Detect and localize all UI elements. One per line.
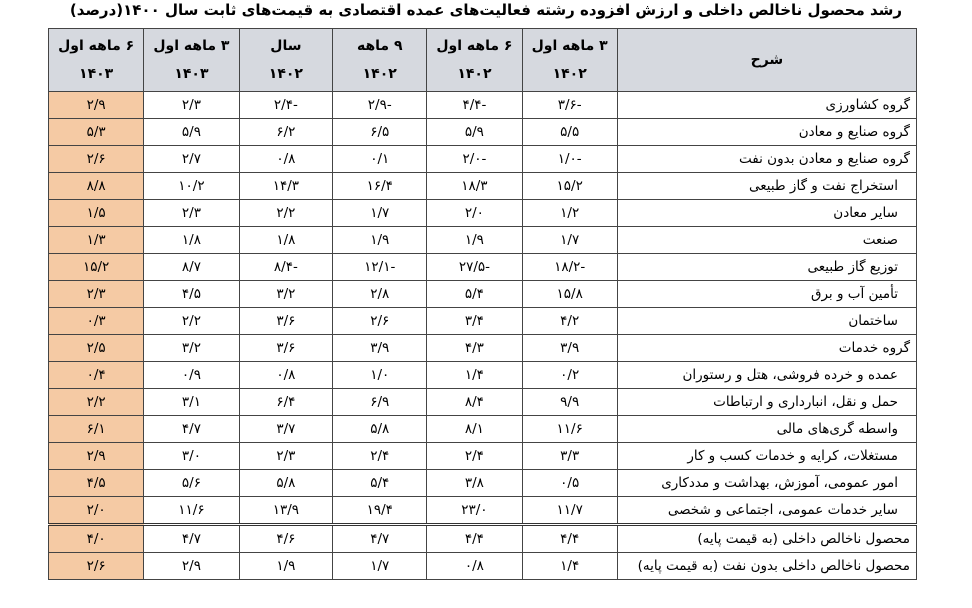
row-label: سایر معادن <box>617 200 916 227</box>
table-title: رشد محصول ناخالص داخلی و ارزش افزوده رشته فعالیت‌های عمده اقتصادی به قیمت‌های ثابت سال ۱۴۰۰(درصد) <box>69 1 903 19</box>
row-value-col-6: ۴/۰ <box>49 525 144 553</box>
row-value-col-5: ۳/۲ <box>144 335 239 362</box>
header-row <box>49 29 917 92</box>
row-label: توزیع گاز طبیعی <box>617 254 916 281</box>
row-value-col-5: ۳/۱ <box>144 389 239 416</box>
header-col-2-year: ۱۴۰۲ <box>457 66 492 82</box>
header-col-3-label: ۹ ماهه <box>356 38 403 54</box>
row-value-col-4: ۱۳/۹ <box>239 497 333 525</box>
row-value-col-4: ۱۴/۳ <box>239 173 333 200</box>
row-value-col-2: ۲۳/۰ <box>427 497 522 525</box>
row-label: گروه خدمات <box>617 335 916 362</box>
row-label: محصول ناخالص داخلی (به قیمت پایه) <box>617 525 916 553</box>
table-row <box>49 553 917 580</box>
row-value-col-5: ۲/۳ <box>144 200 239 227</box>
row-value-col-3: -۱۲/۱ <box>333 254 427 281</box>
row-value-col-1: ۳/۹ <box>522 335 617 362</box>
row-value-col-6: ۰/۴ <box>49 362 144 389</box>
table-row <box>49 389 917 416</box>
row-value-col-3: ۶/۹ <box>333 389 427 416</box>
row-value-col-4: ۳/۷ <box>239 416 333 443</box>
row-value-col-1: ۱/۷ <box>522 227 617 254</box>
row-label: گروه صنایع و معادن <box>617 119 916 146</box>
gdp-growth-table <box>48 28 917 580</box>
row-value-col-3: ۱/۷ <box>333 200 427 227</box>
row-value-col-1: ۱۱/۶ <box>522 416 617 443</box>
row-value-col-3: ۵/۴ <box>333 470 427 497</box>
row-value-col-2: ۴/۴ <box>427 525 522 553</box>
header-col-4-label: سال <box>270 38 302 54</box>
header-col-3-year: ۱۴۰۲ <box>362 66 397 82</box>
row-label: عمده و خرده فروشی، هتل و رستوران <box>617 362 916 389</box>
row-value-col-4: ۲/۲ <box>239 200 333 227</box>
row-label: گروه صنایع و معادن بدون نفت <box>617 146 916 173</box>
row-value-col-5: ۵/۹ <box>144 119 239 146</box>
row-value-col-1: -۱۸/۲ <box>522 254 617 281</box>
row-value-col-3: ۱/۰ <box>333 362 427 389</box>
row-value-col-1: ۰/۲ <box>522 362 617 389</box>
row-value-col-4: ۶/۲ <box>239 119 333 146</box>
table-row <box>49 146 917 173</box>
row-value-col-2: ۸/۱ <box>427 416 522 443</box>
row-value-col-3: ۲/۸ <box>333 281 427 308</box>
row-value-col-4: ۳/۶ <box>239 308 333 335</box>
row-label: مستغلات، کرایه و خدمات کسب و کار <box>617 443 916 470</box>
header-col-5-year: ۱۴۰۳ <box>174 66 209 82</box>
row-value-col-1: ۱۵/۸ <box>522 281 617 308</box>
row-value-col-5: ۳/۰ <box>144 443 239 470</box>
row-value-col-5: ۵/۶ <box>144 470 239 497</box>
table-row <box>49 92 917 119</box>
header-col-5 <box>144 29 239 92</box>
table-row <box>49 227 917 254</box>
row-value-col-4: ۶/۴ <box>239 389 333 416</box>
row-value-col-4: ۴/۶ <box>239 525 333 553</box>
row-value-col-3: -۲/۹ <box>333 92 427 119</box>
table-row <box>49 362 917 389</box>
row-value-col-6: ۱/۳ <box>49 227 144 254</box>
row-value-col-2: ۸/۴ <box>427 389 522 416</box>
row-value-col-3: ۱/۹ <box>333 227 427 254</box>
table-row <box>49 173 917 200</box>
header-col-3 <box>333 29 427 92</box>
row-value-col-6: ۲/۹ <box>49 443 144 470</box>
row-value-col-1: ۴/۲ <box>522 308 617 335</box>
header-description: شرح <box>617 29 916 92</box>
row-value-col-2: ۳/۴ <box>427 308 522 335</box>
table-row <box>49 525 917 553</box>
row-value-col-3: ۲/۴ <box>333 443 427 470</box>
row-value-col-5: ۱۱/۶ <box>144 497 239 525</box>
row-value-col-1: ۱۱/۷ <box>522 497 617 525</box>
row-value-col-5: ۰/۹ <box>144 362 239 389</box>
row-label: حمل و نقل، انبارداری و ارتباطات <box>617 389 916 416</box>
table-row <box>49 254 917 281</box>
row-value-col-3: ۴/۷ <box>333 525 427 553</box>
row-value-col-5: ۲/۷ <box>144 146 239 173</box>
row-value-col-4: ۱/۹ <box>239 553 333 580</box>
header-col-4 <box>239 29 333 92</box>
row-value-col-6: ۶/۱ <box>49 416 144 443</box>
row-label: سایر خدمات عمومی، اجتماعی و شخصی <box>617 497 916 525</box>
row-value-col-4: ۳/۶ <box>239 335 333 362</box>
row-value-col-2: ۰/۸ <box>427 553 522 580</box>
row-value-col-5: ۲/۳ <box>144 92 239 119</box>
row-value-col-6: ۰/۳ <box>49 308 144 335</box>
table-row <box>49 416 917 443</box>
row-value-col-5: ۴/۷ <box>144 416 239 443</box>
table-row <box>49 443 917 470</box>
row-value-col-6: ۲/۹ <box>49 92 144 119</box>
row-value-col-5: ۱۰/۲ <box>144 173 239 200</box>
header-col-5-label: ۳ ماهه اول <box>153 38 230 54</box>
table-row <box>49 335 917 362</box>
table-row <box>49 200 917 227</box>
table-row <box>49 281 917 308</box>
header-col-1-label: ۳ ماهه اول <box>531 38 608 54</box>
row-value-col-5: ۸/۷ <box>144 254 239 281</box>
row-value-col-6: ۵/۳ <box>49 119 144 146</box>
row-value-col-1: ۴/۴ <box>522 525 617 553</box>
row-value-col-5: ۲/۲ <box>144 308 239 335</box>
row-value-col-4: -۲/۴ <box>239 92 333 119</box>
row-value-col-4: -۸/۴ <box>239 254 333 281</box>
row-value-col-3: ۳/۹ <box>333 335 427 362</box>
row-value-col-5: ۱/۸ <box>144 227 239 254</box>
header-col-1 <box>522 29 617 92</box>
row-value-col-5: ۲/۹ <box>144 553 239 580</box>
row-value-col-3: ۶/۵ <box>333 119 427 146</box>
table-row <box>49 470 917 497</box>
table-row <box>49 308 917 335</box>
row-value-col-2: ۱۸/۳ <box>427 173 522 200</box>
row-value-col-2: ۴/۳ <box>427 335 522 362</box>
row-value-col-3: ۱/۷ <box>333 553 427 580</box>
row-value-col-4: ۳/۲ <box>239 281 333 308</box>
row-value-col-4: ۱/۸ <box>239 227 333 254</box>
row-value-col-6: ۴/۵ <box>49 470 144 497</box>
row-label: تأمین آب و برق <box>617 281 916 308</box>
header-col-6-year: ۱۴۰۳ <box>79 66 114 82</box>
row-value-col-2: -۲۷/۵ <box>427 254 522 281</box>
row-value-col-5: ۴/۷ <box>144 525 239 553</box>
row-value-col-1: ۱۵/۲ <box>522 173 617 200</box>
row-label: محصول ناخالص داخلی بدون نفت (به قیمت پایه) <box>617 553 916 580</box>
row-value-col-3: ۰/۱ <box>333 146 427 173</box>
row-value-col-5: ۴/۵ <box>144 281 239 308</box>
row-value-col-1: ۹/۹ <box>522 389 617 416</box>
header-col-2 <box>427 29 522 92</box>
row-value-col-2: -۴/۴ <box>427 92 522 119</box>
row-value-col-3: ۲/۶ <box>333 308 427 335</box>
header-col-6-label: ۶ ماهه اول <box>58 38 135 54</box>
row-value-col-3: ۵/۸ <box>333 416 427 443</box>
row-value-col-6: ۲/۶ <box>49 146 144 173</box>
row-value-col-3: ۱۹/۴ <box>333 497 427 525</box>
row-label: گروه کشاورزی <box>617 92 916 119</box>
row-value-col-2: ۲/۴ <box>427 443 522 470</box>
row-value-col-1: ۱/۲ <box>522 200 617 227</box>
row-label: ساختمان <box>617 308 916 335</box>
header-col-6 <box>49 29 144 92</box>
row-label: صنعت <box>617 227 916 254</box>
row-value-col-2: ۲/۰ <box>427 200 522 227</box>
row-value-col-1: ۳/۳ <box>522 443 617 470</box>
row-value-col-1: ۵/۵ <box>522 119 617 146</box>
row-value-col-6: ۲/۲ <box>49 389 144 416</box>
row-value-col-4: ۰/۸ <box>239 146 333 173</box>
row-label: امور عمومی، آموزش، بهداشت و مددکاری <box>617 470 916 497</box>
table-row <box>49 119 917 146</box>
table-body <box>49 92 917 580</box>
row-value-col-6: ۲/۳ <box>49 281 144 308</box>
row-value-col-2: ۳/۸ <box>427 470 522 497</box>
row-value-col-2: ۵/۴ <box>427 281 522 308</box>
row-value-col-1: ۰/۵ <box>522 470 617 497</box>
row-value-col-1: -۳/۶ <box>522 92 617 119</box>
header-col-2-label: ۶ ماهه اول <box>436 38 513 54</box>
row-value-col-6: ۱۵/۲ <box>49 254 144 281</box>
row-value-col-6: ۲/۰ <box>49 497 144 525</box>
row-value-col-1: -۱/۰ <box>522 146 617 173</box>
row-label: استخراج نفت و گاز طبیعی <box>617 173 916 200</box>
header-col-1-year: ۱۴۰۲ <box>552 66 587 82</box>
header-col-4-year: ۱۴۰۲ <box>268 66 303 82</box>
row-value-col-6: ۸/۸ <box>49 173 144 200</box>
table-row <box>49 497 917 525</box>
row-value-col-1: ۱/۴ <box>522 553 617 580</box>
row-value-col-4: ۰/۸ <box>239 362 333 389</box>
row-value-col-2: ۱/۴ <box>427 362 522 389</box>
row-value-col-6: ۲/۵ <box>49 335 144 362</box>
row-value-col-6: ۱/۵ <box>49 200 144 227</box>
row-value-col-6: ۲/۶ <box>49 553 144 580</box>
row-value-col-2: -۲/۰ <box>427 146 522 173</box>
row-value-col-2: ۱/۹ <box>427 227 522 254</box>
row-value-col-3: ۱۶/۴ <box>333 173 427 200</box>
row-value-col-4: ۲/۳ <box>239 443 333 470</box>
row-value-col-4: ۵/۸ <box>239 470 333 497</box>
row-label: واسطه گری‌های مالی <box>617 416 916 443</box>
row-value-col-2: ۵/۹ <box>427 119 522 146</box>
